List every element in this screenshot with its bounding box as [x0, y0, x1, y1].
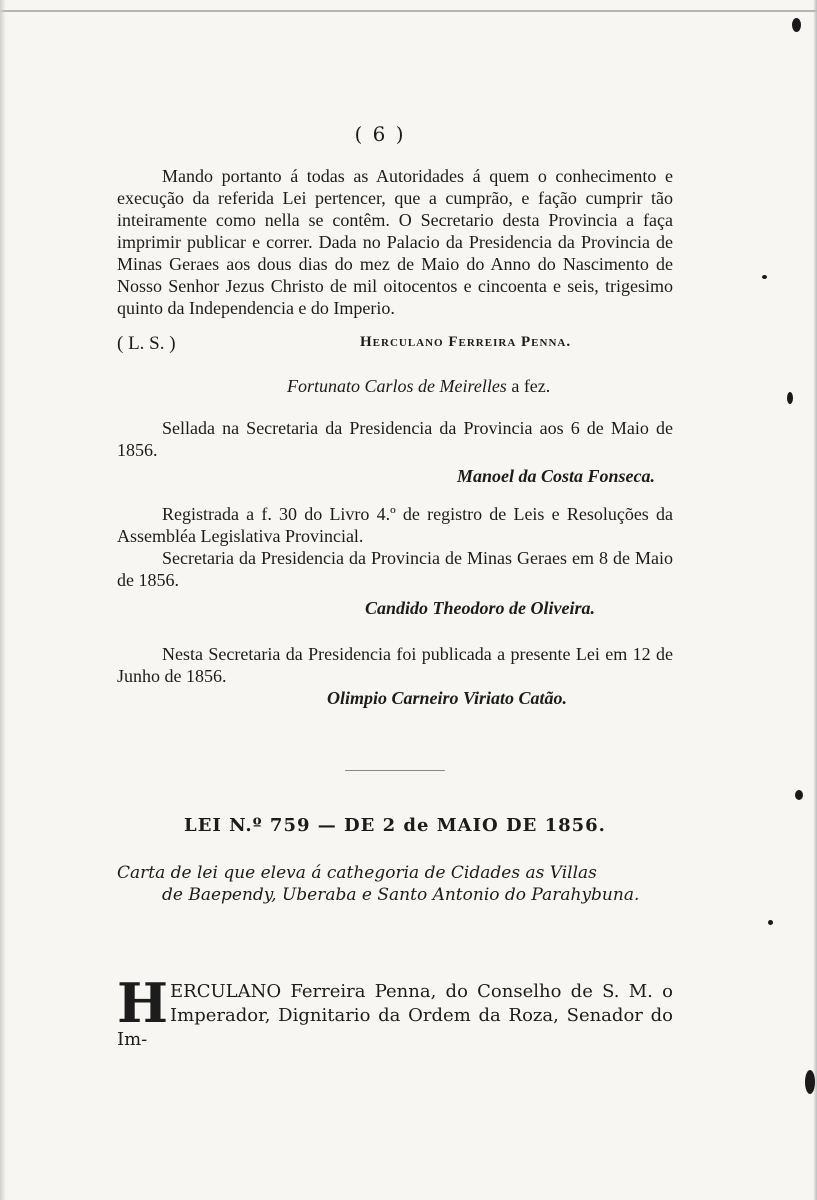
olimpio-signature: Olimpio Carneiro Viriato Catão.	[327, 688, 568, 708]
fortunato-signature	[287, 375, 673, 397]
carta-line-2: de Baependy, Uberaba e Santo Antonio do Parahybuna.	[162, 885, 640, 905]
seal-signature-row	[117, 333, 673, 363]
ink-speck	[795, 790, 803, 800]
opening-text: Ferreira Penna, do Conselho de S. M. o Imperador, Dignitario da Ordem da Roza, Senador do Im-	[117, 981, 673, 1050]
manoel-signature: Manoel da Costa Fonseca.	[456, 466, 655, 486]
spacer	[117, 487, 673, 503]
ink-speck	[805, 1070, 815, 1094]
fortunato-name: Fortunato Carlos de Meirelles	[287, 376, 507, 396]
fortunato-suffix: a fez.	[506, 376, 551, 396]
main-text-block	[117, 165, 673, 709]
president-signature: Herculano Ferreira Penna.	[360, 334, 572, 350]
opening-name: ERCULANO	[170, 981, 282, 1002]
candido-signature: Candido Theodoro de Oliveira.	[365, 598, 595, 618]
seal-mark: ( L. S. )	[117, 333, 176, 354]
ink-speck	[787, 392, 793, 404]
secretaria-paragraph: Secretaria da Presidencia da Provincia de Minas Geraes em 8 de Maio de 1856.	[117, 548, 673, 590]
ink-speck	[768, 920, 773, 925]
law-opening-paragraph	[117, 971, 673, 1052]
carta-line-1: Carta de lei que eleva á cathegoria de Cidades as Villas	[117, 863, 597, 883]
top-border-line	[0, 10, 817, 12]
ink-speck	[762, 275, 767, 279]
proclamation-paragraph: Mando portanto á todas as Autoridades á quem o conhecimento e execução da referida Lei pertencer, que a cumprão, e fação cumprir tão inteiramente como nella se contêm. O Secretario desta Provincia a faça imprimir publicar e correr. Dada no Palacio da Presidencia da Provincia de Minas Geraes aos dous dias do mez de Maio do Anno do Nascimento de Nosso Senhor Jezus Christo de mil oitocentos e cincoenta e seis, trigesimo quinto da Independencia e do Imperio.	[117, 166, 673, 318]
registrada-paragraph: Registrada a f. 30 do Livro 4.º de registro de Leis e Resoluções da Assembléa Legislativa Provincial.	[117, 504, 673, 546]
left-edge-shadow	[0, 0, 6, 1200]
ink-speck	[792, 18, 801, 32]
drop-cap-letter: H	[117, 971, 169, 1035]
right-edge-shadow	[813, 0, 817, 1200]
spacer	[117, 619, 673, 643]
law-title: LEI N.º 759 — DE 2 de MAIO DE 1856.	[184, 815, 606, 836]
section-divider	[345, 770, 445, 771]
carta-de-lei-summary	[117, 862, 673, 906]
page-number: ( 6 )	[354, 122, 406, 146]
nesta-paragraph: Nesta Secretaria da Presidencia foi publicada a presente Lei em 12 de Junho de 1856.	[117, 644, 673, 686]
sellada-paragraph: Sellada na Secretaria da Presidencia da Provincia aos 6 de Maio de 1856.	[117, 418, 673, 460]
spacer	[117, 397, 673, 417]
